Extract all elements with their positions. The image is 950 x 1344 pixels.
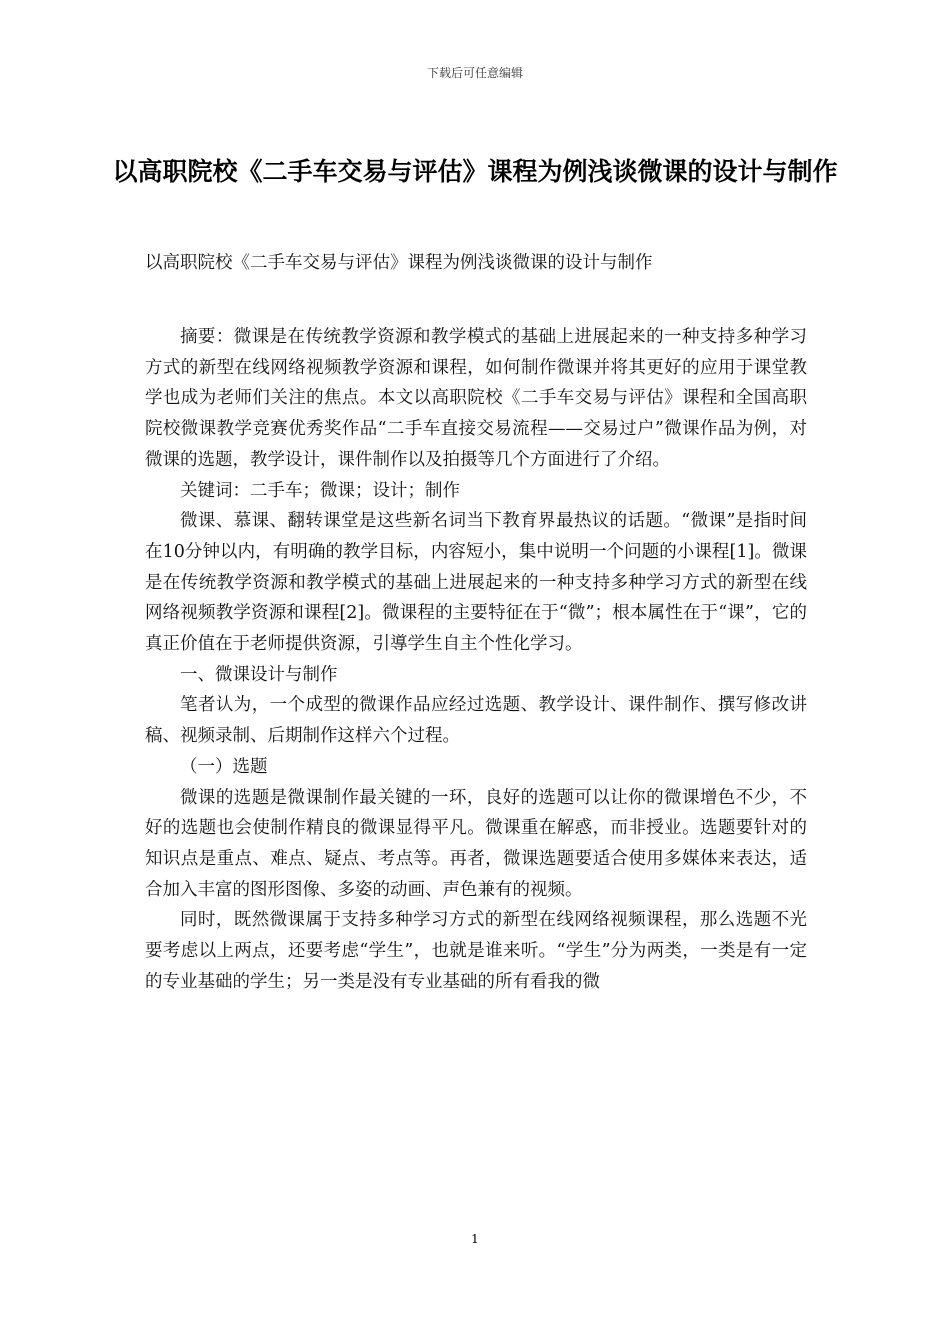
section-heading: 一、微课设计与制作 (180, 664, 338, 685)
document-subtitle: 以高职院校《二手车交易与评估》课程为例浅谈微课的设计与制作 (145, 253, 653, 273)
abstract-paragraph: 摘要：微课是在传统教学资源和教学模式的基础上进展起来的一种支持多种学习方式的新型在线网络视频教学资源和课程，如何制作微课并将其更好的应用于课堂教学也成为老师们关注的焦点。本文以高职院校《二手车交易与评估》课程和全国高职院校微课教学竞赛优秀奖作品“二手车直接交易流程——交易过户”微课作品为例，对微课的选题，教学设计，课件制作以及拍摄等几个方面进行了介绍。 (145, 327, 807, 470)
document-body (145, 322, 807, 997)
body-paragraph: 同时，既然微课属于支持多种学习方式的新型在线网络视频课程，那么选题不光要考虑以上两点，还要考虑“学生”，也就是谁来听。“学生”分为两类，一类是有一定的专业基础的学生；另一类是没有专业基础的所有看我的微 (145, 910, 807, 992)
body-paragraph: 笔者认为，一个成型的微课作品应经过选题、教学设计、课件制作、撰写修改讲稿、视频录制、后期制作这样六个过程。 (145, 695, 807, 747)
document-title: 以高职院校《二手车交易与评估》课程为例浅谈微课的设计与制作 (112, 157, 838, 186)
keywords-paragraph: 关键词：二手车；微课；设计；制作 (180, 480, 460, 501)
intro-paragraph: 微课、慕课、翻转课堂是这些新名词当下教育界最热议的话题。“微课”是指时间在10分钟以内，有明确的教学目标，内容短小，集中说明一个问题的小课程[1]。微课是在传统教学资源和教学模式的基础上进展起来的一种支持多种学习方式的新型在线网络视频教学资源和课程[2]。微课程的主要特征在于“微”；根本属性在于“课”，它的真正价值在于老师提供资源，引導学生自主个性化学习。 (145, 511, 807, 655)
header-note: 下载后可任意编辑 (426, 66, 523, 80)
subsection-heading: （一）选题 (180, 756, 268, 777)
body-paragraph: 微课的选题是微课制作最关键的一环，良好的选题可以让你的微课增色不少，不好的选题也会使制作精良的微课显得平凡。微课重在解惑，而非授业。选题要针对的知识点是重点、难点、疑点、考点等。再者，微课选题要适合使用多媒体来表达，适合加入丰富的图形图像、多姿的动画、声色兼有的视频。 (145, 787, 807, 900)
page-number: 1 (471, 1232, 479, 1246)
